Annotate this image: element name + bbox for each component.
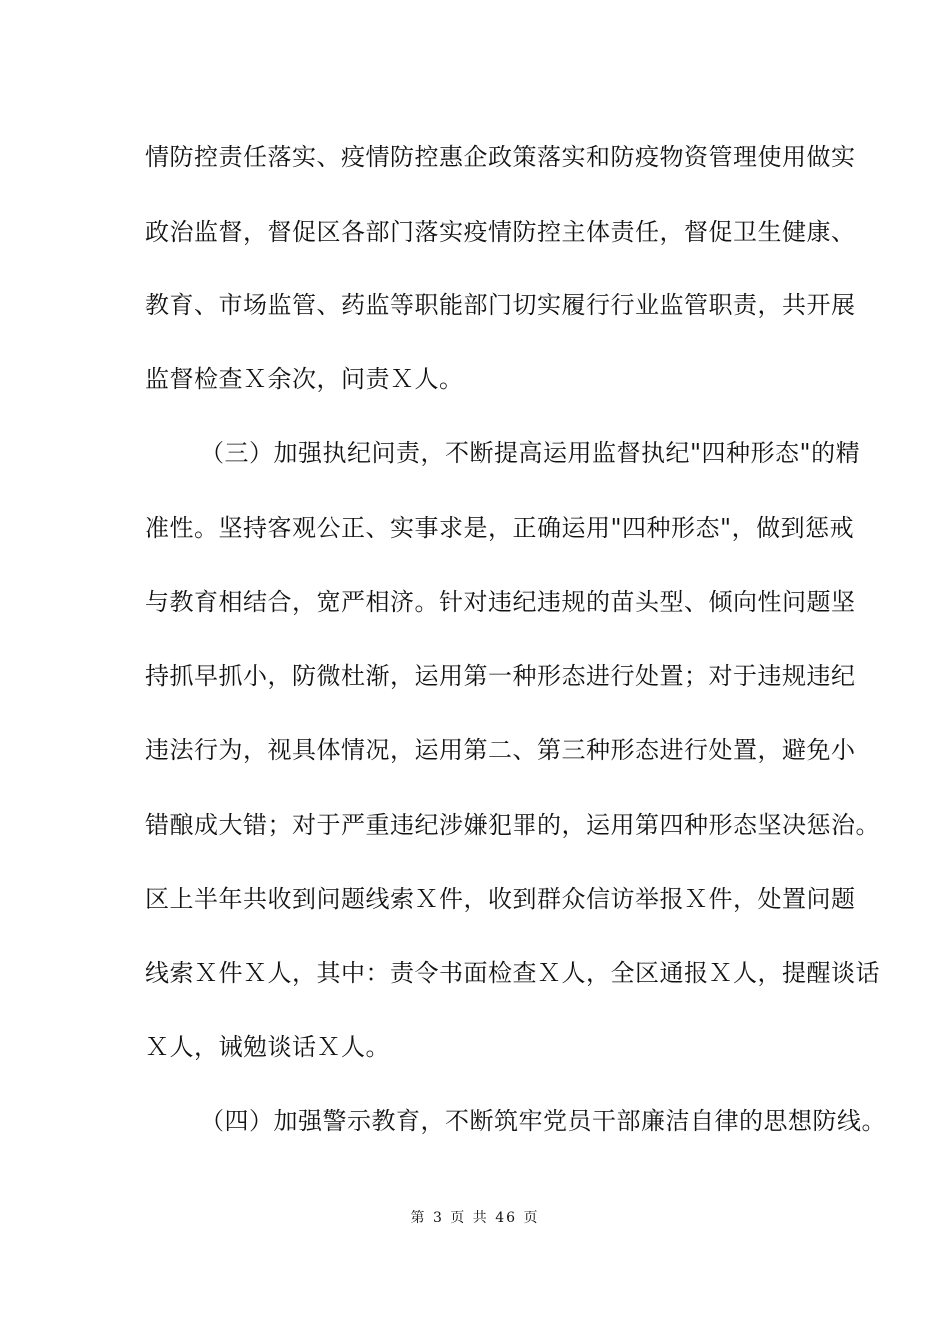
body-text-line: 与教育相结合，宽严相济。针对违纪违规的苗头型、倾向性问题坚 — [145, 588, 856, 616]
body-text-line: 区上半年共收到问题线索Ｘ件，收到群众信访举报Ｘ件，处置问题 — [145, 885, 856, 913]
page-number-footer: 第 3 页 共 46 页 — [410, 1210, 540, 1226]
section-heading-line: （四）加强警示教育，不断筑牢党员干部廉洁自律的思想防线。 — [200, 1107, 886, 1135]
body-text-line: 线索Ｘ件Ｘ人，其中：责令书面检查Ｘ人，全区通报Ｘ人，提醒谈话 — [145, 959, 880, 987]
body-text-line: 准性。坚持客观公正、实事求是，正确运用"四种形态"，做到惩戒 — [145, 514, 855, 542]
body-text-line: 监督检查Ｘ余次，问责Ｘ人。 — [145, 365, 464, 393]
body-text-line: Ｘ人，诫勉谈话Ｘ人。 — [145, 1033, 390, 1061]
section-heading-line: （三）加强执纪问责，不断提高运用监督执纪"四种形态"的精 — [200, 439, 861, 467]
body-text-line: 违法行为，视具体情况，运用第二、第三种形态进行处置，避免小 — [145, 736, 856, 764]
body-text-line: 错酿成大错；对于严重违纪涉嫌犯罪的，运用第四种形态坚决惩治。 — [145, 811, 880, 839]
body-text-line: 政治监督，督促区各部门落实疫情防控主体责任，督促卫生健康、 — [145, 218, 856, 246]
body-text-line: 情防控责任落实、疫情防控惠企政策落实和防疫物资管理使用做实 — [145, 143, 856, 171]
body-text-line: 持抓早抓小，防微杜渐，运用第一种形态进行处置；对于违规违纪 — [145, 662, 856, 690]
body-text-line: 教育、市场监管、药监等职能部门切实履行行业监管职责，共开展 — [145, 291, 856, 319]
